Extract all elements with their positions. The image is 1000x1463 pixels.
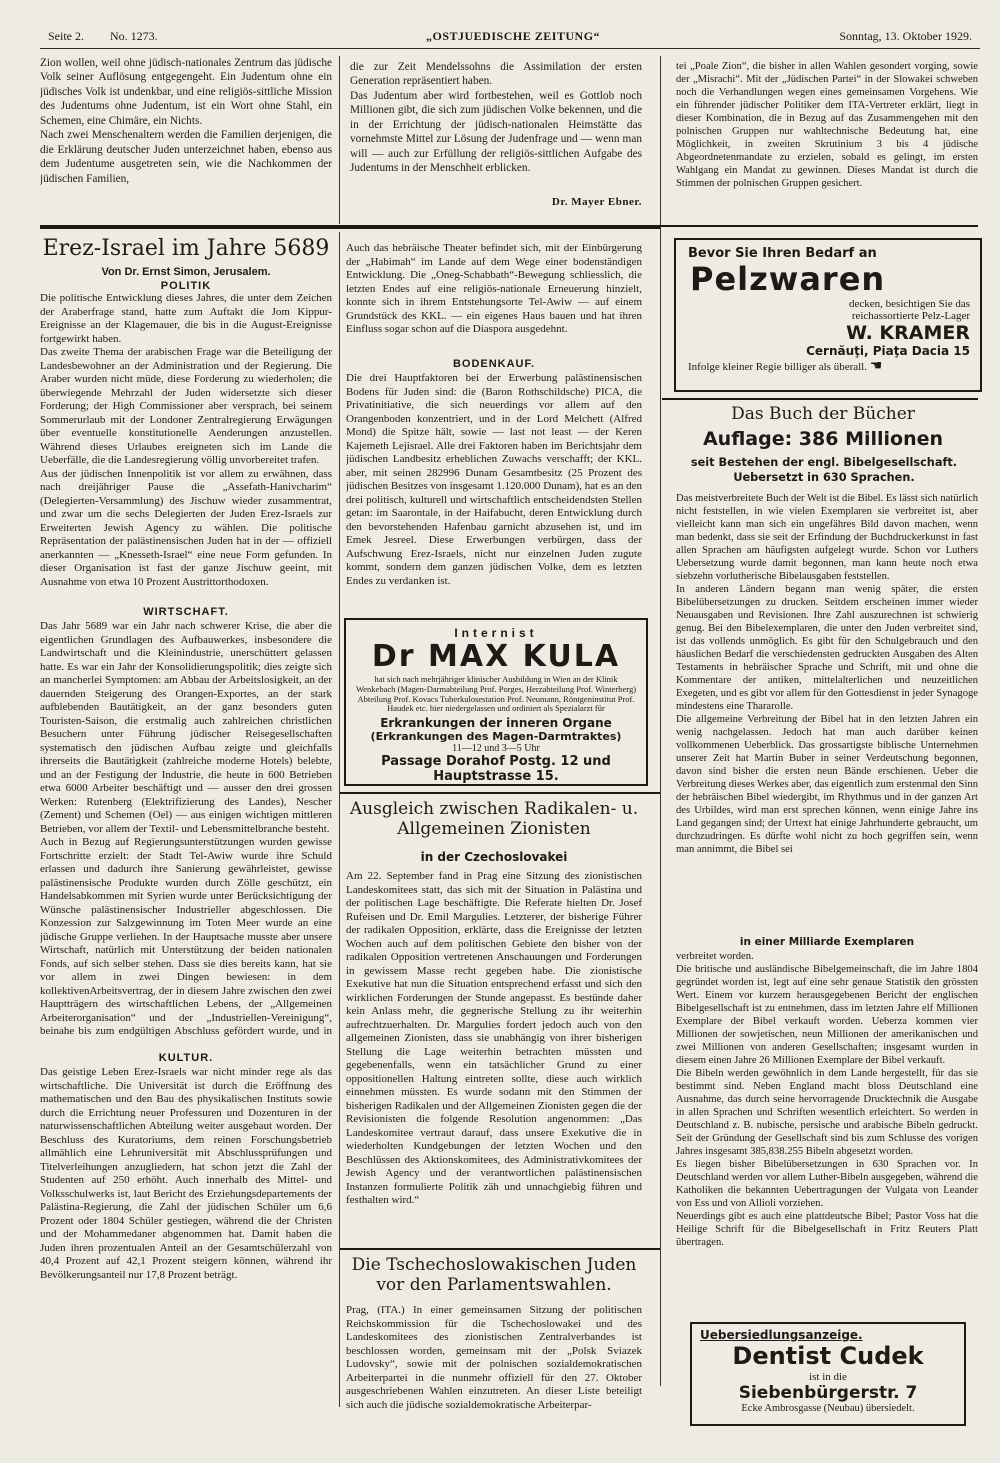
ad-footer-text: Infolge kleiner Regie billiger als überall. <box>688 360 867 373</box>
section-rule <box>662 398 978 400</box>
article-subtitle: in der Czechoslovakei <box>420 850 568 864</box>
pointing-hand-icon: ☚ <box>869 357 883 374</box>
top-col3-text: tei „Poale Zion“, die bisher in allen Wahlen gesondert vorging, sowie der „Misrachi“. Mit der „Jüdischen Partei“ in der Slowakei schweben noch die Verhandlungen wegen eines gemeinsamen Vorgehens. Wie ein führender jüdischer Politiker dem ITA-Vertreter erklärt, liegt in dieser Kombination, die in Bezug auf das Zusammengehen mit den polnischen Gruppen nur wahltechnische Bedeutung hat, eine Möglichkeit, in zweiten Skrutinium 3 bis 4 jüdische Abgeordnetenmandate zu erzielen, sobald es gelingt, im ersten Wahlgang ein Mandat zu gewinnen. Dieses Mandat ist durch die Stimmen der polnischen Gruppen gesichert. <box>676 61 978 190</box>
ausgleich-text: Am 22. September fand in Prag eine Sitzung des zionistischen Landeskomitees statt, das sich mit der Situation in Palästina und der politischen Lage beschäftigte. Die Referate hielten Dr. Josef Rufeisen und Dr. Emil Margulies. Letzterer, der bisherige Führer der radikalen Opposition, erklärte, dass die Ereignisse der letzten Wochen auch auf dem politischen Gebiete den bisher von der radikalen Opposition vertretenen Anschauungen und Forderungen in gewissem Masse recht gegeben habe. Die zionistische Exekutive hat nun die Situation entsprechend erfasst und sich den wirklichen Forderungen der Stunde angepasst. Es bestünde daher kein Anlass mehr, die gegnerische Stellung zu ihr weiterhin aufrechtzuerhalten. Dr. Margulies fordert jedoch auch von den allgemeinen Zionisten, dass sie unabhängig von ihrer bisherigen Stellung die Lage weiterhin betrachten müssten und gegebenenfalls, wenn ein tatsächlicher Grund zu einer oppositionellen Haltung eintreten sollte, diese auch wirklich einnehmen müssten. Es wurde sodann mit den Stimmen der bisherigen Radikalen und der Allgemeinen Zionisten gegen die der Revisionisten die folgende Resolution angenommen: „Das Landeskomitee vertraut darauf, dass unsere Exekutive die in wiederholten Kundgebungen der letzten Wochen und den Beschlüssen des Aktionskomitees, des Administrativkomitees der Jewish Agency und der verantwortlichen palästinensischen Instanzen formulierte Politik zäh und unnachgiebig führen und festhalten wird.“ <box>346 870 642 1207</box>
tschecho-text: Prag, (ITA.) In einer gemeinsamen Sitzung der politischen Reichskommission für die Tschechoslowakei und des Landeskomitees des zionistischen Zentralverbandes ist beschlossen worden, gemeinsam mit der „Polsk Sviazek Ludovsky“, sowie mit der polnischen sozialdemokratischen Arbeiterpartei in die nunmehr offiziell für den 27. Oktober ausgeschriebenen Wahlen einzutreten. An dieser Liste beteiligt sich auch die jüdische sozialdemokratische Arbeiterpar- <box>346 1304 642 1411</box>
ad-line: ist in die <box>809 1370 847 1383</box>
ad-intro: Bevor Sie Ihren Bedarf an <box>688 246 877 261</box>
ad-hours: 11—12 und 3—5 Uhr <box>452 743 540 755</box>
issue-date: Sonntag, 13. Oktober 1929. <box>839 29 972 43</box>
theater-text: Auch das hebräische Theater befindet sich, mit der Einbürgerung der „Habimah“ im Lande auf dem Wege einer bodenständigen Entwicklung. Die „Oneg-Schabbath“-Bewegung schliesslich, die letzten Endes auf eine religiös-nationale Erneuerung hinzielt, konnte sich in ihrem Entstehungsorte Tel-Awiw — auf einem Grundstück des KKL. — ein eigenes Haus bauen und hat ihren Einfluss sogar schon auf die Diaspora ausgedehnt. <box>346 242 642 336</box>
ad-line3: reichassortierte Pelz-Lager <box>851 309 970 322</box>
page-number: Seite 2. <box>48 29 84 43</box>
section-head-politik: POLITIK <box>160 280 212 292</box>
ad-shop-name: W. KRAMER <box>846 321 970 344</box>
section-head-wirtschaft: WIRTSCHAFT. <box>143 606 229 618</box>
ad-corner: Ecke Ambrosgasse (Neubau) übersiedelt. <box>741 1402 915 1414</box>
ad-street: Siebenbürgerstr. 7 <box>738 1382 918 1403</box>
top-col1-text: Zion wollen, weil ohne jüdisch-nationales Zentrum das jüdische Volk seiner Auflösung entgegengeht. Ein Judentum ohne ein jüdisches Volk ist undenkbar, und eine religiös-sittliche Mission des Judentums ohne Judentum, ist ein Wort ohne Stahl, ein Schemen, eine Chimäre, ein Nichts. Nach zwei Menschenaltern werden die Familien derjenigen, die die Erklärung deutscher Juden unterzeichnet haben, ebenso aus dem Judentume ausgetreten sein, wie die Nachkommen der jüdischen Familien, <box>40 57 332 185</box>
bodenkauf-text: Die drei Hauptfaktoren bei der Erwerbung palästinensischen Bodens für Juden sind: die (Baron Rothschildsche) PICA, die Privatinitiative, die sich neuerdings vor allem auf den Orangenboden konzentriert, und in der Lord Melchett (Alfred Mond) die Spitze hält, sowie — last not least — der Keren Kajemeth Lejisrael. Alle drei Faktoren haben im Berichtsjahr dem jüdischen Landbesitz erheblichen Zuwachs verschafft; der KKL. aber, mit seinen 282996 Dunam Gesamtbesitz (25 Prozent des jüdischen Besitzes von insgesamt 1.120.000 Dunam), hat es an den drei politisch, kulturell und wirtschaftlich entscheidendsten Stellen getan: im Saarontale, in der Haifabucht, deren Entwicklung durch den bevorstehenden Hafenbau garnicht abzusehen ist, und im Emek Jesreel. Diese Erwerbungen verbürgen, dass der Aufschwung Erez-Israels, nicht nur einzelnen Juden zugute kommt, sondern dem ganzen jüdischen Volke, dem es letzten Endes zu verdanken ist. <box>346 372 642 587</box>
section-rule <box>340 1248 660 1250</box>
ad-shop-address: Cernăuţi, Piaţa Dacia 15 <box>806 343 970 358</box>
bibel-highlight: in einer Milliarde Exemplaren <box>739 936 915 948</box>
ad-dentist-cudek <box>690 1322 966 1426</box>
ad-product: Pelzwaren <box>690 260 886 298</box>
column-divider <box>660 56 661 1386</box>
issue-number: No. 1273. <box>110 29 158 43</box>
section-rule <box>660 225 978 227</box>
ad-specialty-detail: (Erkrankungen des Magen-Darmtraktes) <box>370 730 622 744</box>
ad-pelzwaren <box>674 238 982 392</box>
article-title: Ausgleich zwischen Radikalen- u. Allgemeinen Zionisten <box>349 799 639 839</box>
newspaper-name: „OSTJUEDISCHE ZEITUNG“ <box>426 29 601 43</box>
section-head-bodenkauf: BODENKAUF. <box>452 358 536 370</box>
ad-doctor-name: Dr MAX KULA <box>371 639 621 674</box>
ad-line2: decken, besichtigen Sie das <box>849 297 970 310</box>
section-rule <box>40 225 660 229</box>
bibel-text-part1: Das meistverbreitete Buch der Welt ist die Bibel. Es lässt sich natürlich nicht feststellen, in wie vielen Exemplaren sie verbreitet ist, aber vielleicht kann man sich ein ungefähres Bild davon machen, wenn man bedenkt, dass sie seit der Erfindung der Buchdruckerkunst in fast allen Sprachen am häufigsten aufgelegt wurde. Schon vor Luthers Uebersetzung wurde damit begonnen, man kann heute noch etwa siebzehn vorlutherische Bibelausgaben feststellen. In anderen Ländern begann man wenig später, die ersten Bibelübersetzungen zu drucken. Seitdem erscheinen immer wieder Neuausgaben und Revisionen. Ihre Zahl auszurechnen ist schwierig genug. Bei den Bibelexemplaren, die unter den Juden verbreitet sind, ist das vollends unmöglich. Es gibt für den Schulgebrauch und den häuslichen Bedarf die verschiedensten gedruckten Ausgaben des Alten Testaments in hebräischer Sprache und Schrift, mit und ohne die Kommentare der antiken, mittelalterlichen und neuzeitlichen Exegeten, und es gibt vor allem für den Gottesdienst in jeder Synagoge mindestens eine Thararolle. Die allgemeine Verbreitung der Bibel hat in den letzten Jahren ein wenig nachgelassen. Jedoch hat man auch darüber keinen vollkommenen Ueberblick. Das grossartigste biblische Unternehmen unserer Zeit hat Martin Buber in seiner Verdeutschung begonnen, davon sind bisher die ersten neun Bände erschienen. Ueber die Verbreitung dieses Werkes aber, das eigentlich zum erstenmal den Sinn der hebräischen Bibel wiedergibt, im Rhythmus und in der ganzen Art des Urbildes, wird man erst sprechen können, wenn einige Jahre ins Land gegangen sind; der Urtext hat einige Jahrhunderte gebraucht, um durchzudringen. Es dürfte wohl nicht zu hoch gegriffen sein, wenn man annimmt, die Bibel sei <box>676 493 978 856</box>
kultur-text: Das geistige Leben Erez-Israels war nicht minder rege als das wirtschaftliche. Die Universität ist durch die Eröffnung des mathematischen und den Bau des physikalischen Instituts sowie durch die Errichtung neuer Professuren und Dozenturen in der naturwissenschaftlichen Abteilung weiter ausgebaut worden. Der Beschluss des Kuratoriums, dem reinen Forschungsbetrieb allmählich eine Lehruniversität mit Abschlussprüfungen und Titelverleihungen anzugliedern, hat schon jetzt die Zahl der Studenten auf 250 erhöht. Auch innerhalb des Mittel- und Volksschulwerks ist, laut Bericht des Erziehungsdepartements der Palästina-Regierung, die Zahl der jüdischen Schüler um 6,6 Prozent oder 1804 Schüler gestiegen, während die der Christen und der Mohammedaner abgenommen hat. Damit haben die Juden ihren prozentualen Anteil an der Gesamtschülerzahl von 40,4 Prozent auf 42,1 Prozent steigern können, während ihr Bevölkerungsanteil nur 17,8 Prozent beträgt. <box>40 1066 332 1281</box>
ad-specialty: Erkrankungen der inneren Organe <box>380 716 612 731</box>
ad-address: Passage Dorahof Postg. 12 und Hauptstrasse 15. <box>381 754 611 785</box>
article-subtitle: seit Bestehen der engl. Bibelgesellschaft. Uebersetzt in 630 Sprachen. <box>690 456 958 484</box>
column-divider <box>339 232 340 1407</box>
ad-footer <box>688 358 980 374</box>
article-title: Die Tschechoslowakischen Juden vor den Parlamentswahlen. <box>351 1255 637 1295</box>
signature: Dr. Mayer Ebner. <box>551 196 642 208</box>
ad-dentist-name: Dentist Cudek <box>732 1342 924 1370</box>
politik-text: Die politische Entwicklung dieses Jahres, die unter dem Zeichen der Araberfrage stand, hatte zum Auftakt die Jom Kippur-Ereignisse an der Klagemauer, die bis in die August-Ereignisse fortgewirkt haben. Das zweite Thema der arabischen Frage war die Beteiligung der Landesbewohner an der Administration und der Regierung. Die Araber wurden nicht müde, diese Forderung zu wiederholen; die überwiegende Mehrzahl der Juden widersetzte sich dieser Forderung; der High Commissioner aber versprach, bei seinem Sommerurlaub mit der Londoner Zentralregierung Erwägungen über eventuelle konstitutionelle Aenderungen anzustellen. Während dieses Urlaubes ereigneten sich im Lande die Ueberfälle, die die Landesregierung völlig unvorbereitet trafen. Aus der jüdischen Innenpolitik ist vor allem zu erwähnen, dass nach dreijähriger Pause die „Assefath-Hanivcharim“ (Delegierten-Versammlung) des Jischuw wieder zusammentrat, und zwar um die sechs Delegierten der Juden Erez-Israels zur Erweiterten Jewish Agency zu wählen. Die politische Repräsentation der palästinensischen Juden hat in der — offiziell anerkannten — „Knesseth-Israel“ eine neue Form gefunden. In dieser Organisation ist fast der ganze Jischuw geeint, mit Ausnahme von etwa 10 Prozent Austrittorthodoxen. <box>40 292 332 588</box>
column-divider <box>339 56 340 224</box>
ad-description: hat sich nach mehrjähriger klinischer Ausbildung in Wien an der Klinik Wenkebach (Magen-Darmabteilung Prof. Porges, Herzabteilung Prof. Winterberg) Abteilung Prof. Kovacs Tuberkulosestation Prof. Neumann, Röntgeninstitut Prof. Haudek etc. hier niedergelassen und ordiniert als Spezialarzt für <box>355 674 637 714</box>
article-title: Das Buch der Bücher <box>731 404 915 424</box>
wirtschaft-text: Das Jahr 5689 war ein Jahr nach schwerer Krise, die aber die eigentlichen Grundlagen des Aufbauwerkes, insbesondere die Landwirtschaft und die Kleinindustrie, unerschüttert gelassen hatte. Es war ein Jahr der Konsolidierungspolitik; dies zeigte sich an mancherlei Symptomen: am Abbau der Arbeitslosigkeit, an der dauernden Steigerung des Orangen-Exportes, an der stark aufblebenden Bautätigkeit, an der ganz besonders guten Touristen-Saison, die erstmalig auch zahlreichen christlichen Besuchern unter Führung jüdischer Reisegesellschaften systematisch den jüdischen Aufbau zeigte und gleichfalls ihrerseits die Bautätigkeit (zahlreiche moderne Hotels) belebte, und an der Festigung der Industrie, die heute in 600 Betrieben etwa 6000 Arbeiter beschäftigt und — ausser den drei grossen Werken: Rutenberg (Elektrifizierung des Landes), Nescher (Zement) und Schemen (Oel) — aus einigen wichtigen mittleren Betrieben, vor allem der Textil- und Lebensmittelbranche besteht. Auch in Bezug auf Regierungsunterstützungen wurden gewisse Fortschritte erzielt: der Stadt Tel-Awiw wurde ihre Schuld erlassen und dadurch ihre Sanierung gewährleistet, gewisse palästinensische Produkte wurden durch Zölle geschützt, ein Handelsabkommen mit Syrien wurde unter Berücksichtigung der Wünsche palästinensischer Industrieller abgeschlossen. Die Konzession zur Salzgewinnung im Toten Meer wurde an eine jüdische Gruppe verliehen. In der Hauptsache musste aber unsere Wirtschaft, natürlich mit Unterstützung der beiden nationalen Fonds, auf sich selber stehen. Dass sie dies bereits kann, hat sie vor allem in zwei Dingen bewiesen: in dem kollektivenArbeitsvertrag, der in diesem Jahre zwischen den zwei Hauptträgern des wirtschaftlichen Lebens, der „Allgemeinen Arbeiterorganisation“ und der „Industriellen-Vereinigung“, beinahe bis zum endgültigen Abschluss gefördert wurde, und in <box>40 620 332 1038</box>
ad-label: Internist <box>454 626 538 640</box>
ad-dr-max-kula <box>344 618 648 786</box>
section-head-kultur: KULTUR. <box>158 1052 214 1064</box>
article-byline: Von Dr. Ernst Simon, Jerusalem. <box>101 266 271 278</box>
article-headline: Auflage: 386 Millionen <box>702 428 944 450</box>
page-header <box>40 26 980 49</box>
section-rule <box>340 792 660 794</box>
article-title: Erez-Israel im Jahre 5689 <box>42 236 330 261</box>
bibel-text-part2: verbreitet worden. Die britische und ausländische Bibelgemeinschaft, die im Jahre 1804 gegründet worden ist, legt auf eine sehr genaue Statistik den grössten Wert. Einem vor kurzem herausgegebenen Bericht der englischen Bibelgesellschaft ist zu entnehmen, dass im letzten Jahre elf Millionen Exemplare der Bibel verkauft worden. Ueberza kommen vier Millionen der sowjetischen, neun Millionen der amerikanischen und zwei Millionen von anderen Gesellschaften; insgesamt wurden in diesem einen Jahre 26 Millionen Exemplare der Bibel verkauft. Die Bibeln werden gewöhnlich in dem Lande hergestellt, für das sie bestimmt sind. Neben England macht bloss Deutschland eine Ausnahme, das durch seine hervorragende Drucktechnik die Ausgabe in allen Sprachen und Schriften wesentlich erleichtert. So werden in Deutschland z. B. nubische, persische und arabische Bibeln gedruckt. Seit der Gründung der Gesellschaft sind bis zum Schlusse des vorigen Jahres insgesamt 385,838.255 Bibeln abgesetzt worden. Es liegen bisher Bibelübersetzungen in 630 Sprachen vor. In Deutschland werden vor allem Luther-Bibeln ausgegeben, während die Katholiken die bekannten Uebertragungen der Vulgata von Leander von Ess und von Allioli vorziehen. Neuerdings gibt es auch eine plattdeutsche Bibel; Pastor Voss hat die Heilige Schrift für die Bibelgesellschaft in Fritz Reuters Platt übertragen. <box>676 951 978 1249</box>
ad-heading: Uebersiedlungsanzeige. <box>700 1328 863 1342</box>
top-col2-text: die zur Zeit Mendelssohns die Assimilation der ersten Generation repräsentiert haben. Das Judentum aber wird fortbestehen, weil es Gottlob noch Millionen gibt, die sich zum jüdischen Volke bekennen, und die in der Errichtung der jüdisch-nationalen Heimstätte das vornehmste Mittel zur Lösung der Judenfrage und — wenn man will — auch zur Erfüllung der religiös-sittlichen Aufgabe des Judentums in der Menschheit erblicken. <box>350 61 642 175</box>
